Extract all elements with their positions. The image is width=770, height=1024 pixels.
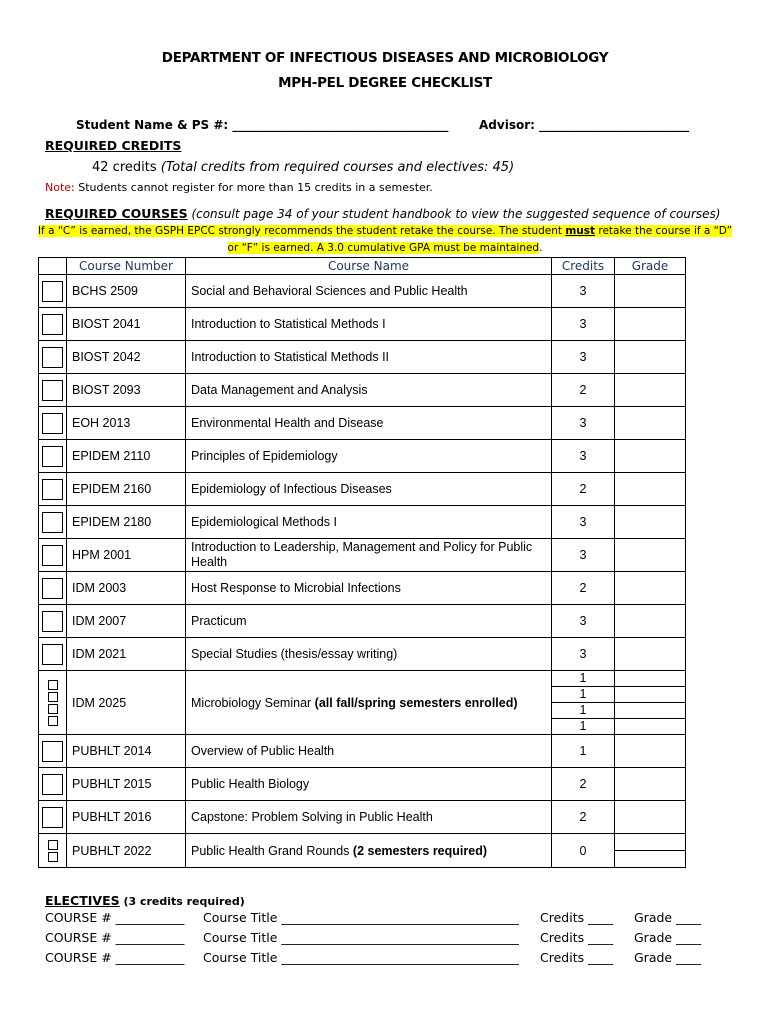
table-row [39,473,686,506]
course-number: HPM 2001 [67,539,186,572]
course-credits: 2 [552,374,615,407]
course-credits: 3 [552,539,615,572]
elective-credits[interactable]: Credits ____ [540,950,614,965]
course-number: PUBHLT 2014 [67,735,186,768]
course-number: EOH 2013 [67,407,186,440]
grand-rounds-checkbox[interactable] [48,840,58,850]
grand-rounds-grades [615,834,686,868]
course-grade[interactable] [615,308,686,341]
course-checkbox[interactable] [42,644,63,665]
seminar-grade[interactable] [615,671,685,687]
course-checkbox[interactable] [42,545,63,566]
course-checkbox[interactable] [42,807,63,828]
electives-subheading: (3 credits required) [123,895,245,908]
table-header-row [39,258,686,275]
course-name: Principles of Epidemiology [186,440,552,473]
seminar-checkbox[interactable] [48,704,58,714]
seminar-name: Microbiology Seminar [191,695,315,710]
grade-header: Grade [615,258,686,275]
electives-heading: ELECTIVES [45,893,120,908]
elective-credits[interactable]: Credits ____ [540,930,614,945]
table-row [39,341,686,374]
course-credits: 1 [552,735,615,768]
course-number: IDM 2007 [67,605,186,638]
course-grade[interactable] [615,407,686,440]
course-grade[interactable] [615,801,686,834]
grand-rounds-grade[interactable] [615,834,685,851]
course-credits: 2 [552,473,615,506]
course-number: BIOST 2042 [67,341,186,374]
seminar-credit: 1 [579,719,587,733]
page-subtitle: MPH-PEL DEGREE CHECKLIST [278,75,492,91]
course-checkbox[interactable] [42,611,63,632]
course-number: IDM 2025 [67,671,186,735]
table-row [39,308,686,341]
warning-period: . [539,242,543,254]
course-name: Public Health Biology [186,768,552,801]
course-credits: 3 [552,506,615,539]
table-row-seminar [39,671,686,735]
grade-warning [0,223,770,257]
course-name-header: Course Name [186,258,552,275]
course-number: BIOST 2093 [67,374,186,407]
required-courses-subheading: (consult page 34 of your student handbook to view the suggested sequence of courses) [191,207,721,221]
elective-grade[interactable]: Grade ____ [634,950,702,965]
course-checkbox[interactable] [42,446,63,467]
elective-credits[interactable]: Credits ____ [540,910,614,925]
table-row [39,407,686,440]
seminar-credit: 1 [552,671,614,687]
course-checkbox[interactable] [42,479,63,500]
advisor-field[interactable]: Advisor: _________________________ [479,118,690,132]
seminar-checkbox[interactable] [48,716,58,726]
course-name: Special Studies (thesis/essay writing) [186,638,552,671]
course-grade[interactable] [615,473,686,506]
table-row [39,539,686,572]
table-row [39,605,686,638]
course-number: PUBHLT 2022 [67,834,186,868]
required-courses-heading: REQUIRED COURSES [45,206,188,221]
course-checkbox[interactable] [42,578,63,599]
course-grade[interactable] [615,735,686,768]
seminar-credit: 1 [552,703,614,719]
grand-rounds-grade[interactable] [615,851,685,867]
warning-part1: If a “C” is earned, the GSPH EPCC strongly recommends the student retake the course. The student [37,225,566,237]
course-checkbox[interactable] [42,413,63,434]
course-name: Social and Behavioral Sciences and Public Health [186,275,552,308]
elective-course-number[interactable]: COURSE # ___________ [45,930,185,945]
course-grade[interactable] [615,638,686,671]
course-grade[interactable] [615,539,686,572]
seminar-grades [615,671,686,735]
elective-course-title[interactable]: Course Title ______________________________________ [203,950,519,965]
course-name: Epidemiological Methods I [186,506,552,539]
course-grade[interactable] [615,605,686,638]
course-credits: 3 [552,407,615,440]
course-checkbox[interactable] [42,314,63,335]
course-number: PUBHLT 2016 [67,801,186,834]
course-name: Introduction to Leadership, Management and Policy for Public Health [186,539,552,572]
table-row [39,638,686,671]
course-credits: 2 [552,572,615,605]
seminar-credits [552,671,615,735]
table-row [39,801,686,834]
note-label: Note [45,181,72,194]
required-credits-heading: REQUIRED CREDITS [45,138,182,153]
credits-total: 42 credits [92,160,157,175]
course-name: Practicum [186,605,552,638]
course-name: Epidemiology of Infectious Diseases [186,473,552,506]
elective-course-title[interactable]: Course Title ______________________________________ [203,930,519,945]
table-row [39,374,686,407]
seminar-credit: 1 [552,687,614,703]
seminar-requirement: (all fall/spring semesters enrolled) [314,695,518,710]
grand-rounds-requirement: (2 semesters required) [352,843,487,858]
elective-course-number[interactable]: COURSE # ___________ [45,950,185,965]
course-credits: 3 [552,440,615,473]
electives-heading-line [45,893,245,908]
elective-grade[interactable]: Grade ____ [634,910,702,925]
course-grade[interactable] [615,341,686,374]
registration-note [45,181,433,194]
course-checkbox[interactable] [42,741,63,762]
credits-note: (Total credits from required courses and electives: 45) [160,160,515,175]
course-grade[interactable] [615,440,686,473]
credits-summary [92,160,514,175]
elective-course-title[interactable]: Course Title ______________________________________ [203,910,519,925]
course-number: BCHS 2509 [67,275,186,308]
seminar-checkbox[interactable] [48,680,58,690]
course-number: IDM 2003 [67,572,186,605]
table-row [39,768,686,801]
seminar-grade[interactable] [615,703,685,719]
course-credits: 0 [552,834,615,868]
table-row-grand-rounds [39,834,686,868]
course-grade[interactable] [615,768,686,801]
warning-line2: or “F” is earned. A 3.0 cumulative GPA must be maintained [227,242,540,254]
seminar-checkboxes [39,671,67,735]
course-credits: 3 [552,341,615,374]
course-name [186,834,552,868]
table-row [39,506,686,539]
course-number: EPIDEM 2180 [67,506,186,539]
course-name: Host Response to Microbial Infections [186,572,552,605]
table-row [39,735,686,768]
course-grade[interactable] [615,506,686,539]
grand-rounds-checkboxes [39,834,67,868]
course-number: EPIDEM 2160 [67,473,186,506]
course-credits: 3 [552,638,615,671]
table-row [39,275,686,308]
seminar-checkbox[interactable] [48,692,58,702]
course-credits: 3 [552,605,615,638]
course-credits: 2 [552,801,615,834]
student-name-field[interactable]: Student Name & PS #: ____________________________________ [76,118,449,132]
course-name: Capstone: Problem Solving in Public Health [186,801,552,834]
course-checkbox[interactable] [42,380,63,401]
course-name [186,671,552,735]
page-title: DEPARTMENT OF INFECTIOUS DISEASES AND MICROBIOLOGY [161,50,609,66]
checkbox-column-header [39,258,67,275]
course-name: Introduction to Statistical Methods II [186,341,552,374]
course-credits: 2 [552,768,615,801]
course-credits: 3 [552,308,615,341]
elective-course-number[interactable]: COURSE # ___________ [45,910,185,925]
course-name: Data Management and Analysis [186,374,552,407]
note-text: : Students cannot register for more than 15 credits in a semester. [71,181,433,194]
course-number-header: Course Number [67,258,186,275]
course-name: Introduction to Statistical Methods I [186,308,552,341]
course-checkbox[interactable] [42,774,63,795]
course-table [38,257,686,868]
grand-rounds-name: Public Health Grand Rounds [191,843,353,858]
course-checkbox[interactable] [42,281,63,302]
table-row [39,440,686,473]
course-number: IDM 2021 [67,638,186,671]
course-grade[interactable] [615,275,686,308]
course-number: BIOST 2041 [67,308,186,341]
course-grade[interactable] [615,572,686,605]
grand-rounds-checkbox[interactable] [48,852,58,862]
course-number: PUBHLT 2015 [67,768,186,801]
course-number: EPIDEM 2110 [67,440,186,473]
warning-part2: retake the course if a “D” [595,225,733,237]
warning-must: must [565,225,596,237]
credits-header: Credits [552,258,615,275]
course-name: Overview of Public Health [186,735,552,768]
required-courses-heading-line [45,206,721,221]
course-credits: 3 [552,275,615,308]
course-grade[interactable] [615,374,686,407]
seminar-grade[interactable] [615,687,685,703]
table-row [39,572,686,605]
elective-grade[interactable]: Grade ____ [634,930,702,945]
course-name: Environmental Health and Disease [186,407,552,440]
course-checkbox[interactable] [42,347,63,368]
course-checkbox[interactable] [42,512,63,533]
seminar-grade[interactable] [615,719,685,734]
